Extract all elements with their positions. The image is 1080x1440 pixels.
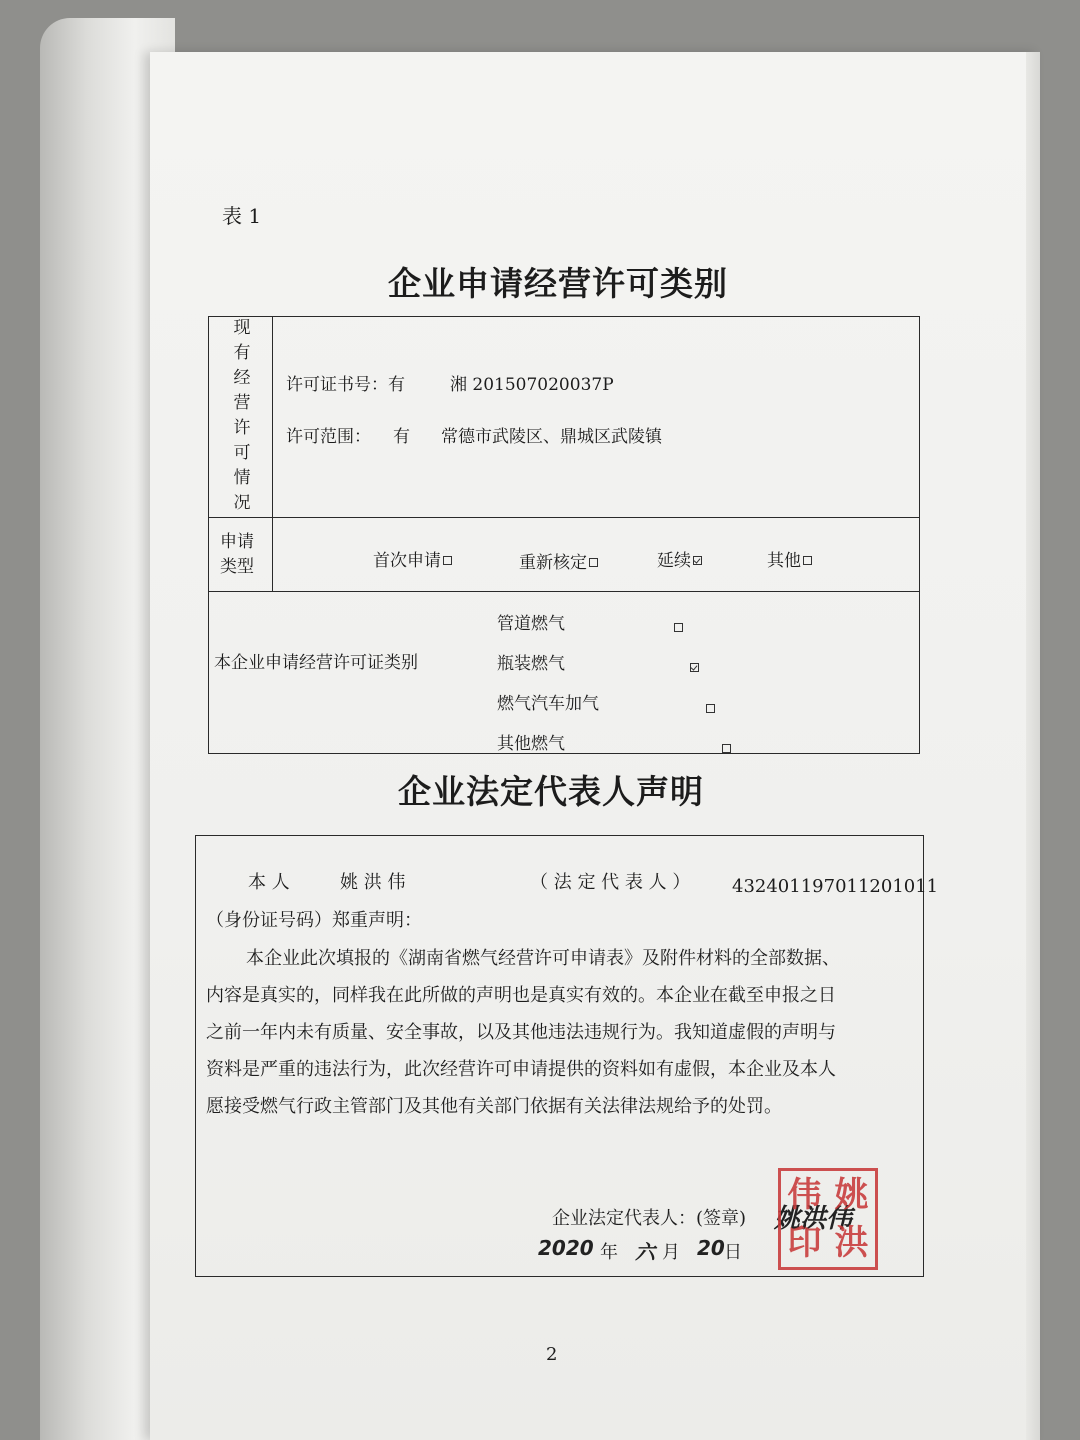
- checkbox-icon[interactable]: [722, 744, 731, 753]
- date-year-label: 年: [600, 1242, 618, 1263]
- vertical-label-char: 现: [233, 318, 251, 338]
- date-year-handwritten: 2020: [538, 1236, 594, 1260]
- category-pipeline-gas: 管道燃气: [497, 614, 565, 634]
- date-day-handwritten: 20: [697, 1236, 725, 1260]
- option-other: [767, 546, 812, 571]
- option-first-application: [373, 546, 452, 571]
- license-number-label: 许可证书号：有: [286, 375, 405, 395]
- seal-char: 伟: [787, 1175, 822, 1215]
- vertical-label-char: 营: [233, 393, 251, 413]
- table-divider: [208, 517, 919, 518]
- vertical-label-char: 况: [233, 493, 251, 513]
- decl-paragraph-line: 愿接受燃气行政主管部门及其他有关部门依据有关法律法规给予的处罚。: [206, 1096, 782, 1117]
- checkbox-icon[interactable]: [589, 558, 598, 567]
- seal-char: 印: [787, 1223, 822, 1263]
- red-seal-stamp: [778, 1168, 878, 1270]
- option-label: 其他: [767, 551, 801, 571]
- checkbox-icon[interactable]: [443, 556, 452, 565]
- page-number: 2: [546, 1344, 558, 1365]
- license-scope-value: 常德市武陵区、鼎城区武陵镇: [441, 427, 662, 447]
- date-month-handwritten: 六: [635, 1240, 655, 1264]
- date-day-label: 日: [724, 1242, 742, 1263]
- decl-id-number: 432401197011201011: [732, 876, 939, 897]
- seal-char: 洪: [834, 1223, 869, 1263]
- decl-name: 姚 洪 伟: [340, 872, 406, 893]
- application-type-label-line2: 类型: [220, 557, 254, 577]
- category-label: 本企业申请经营许可证类别: [214, 653, 418, 673]
- table-divider: [208, 591, 919, 592]
- decl-paragraph-line: 之前一年内未有质量、安全事故，以及其他违法违规行为。我知道虚假的声明与: [206, 1022, 836, 1043]
- current-license-label: [222, 316, 262, 516]
- decl-role: （ 法 定 代 表 人 ）: [530, 872, 691, 893]
- decl-id-label: （身份证号码）郑重声明：: [206, 910, 422, 931]
- vertical-label-char: 可: [233, 443, 251, 463]
- license-scope-label: 许可范围：: [286, 427, 371, 447]
- title-legal-rep-declaration: 企业法定代表人声明: [398, 772, 704, 811]
- seal-char: 姚: [834, 1175, 869, 1215]
- license-scope-has: 有: [393, 427, 410, 447]
- table-divider: [272, 316, 273, 592]
- option-label: 延续: [657, 551, 691, 571]
- vertical-label-char: 许: [233, 418, 251, 438]
- table-label: 表 1: [222, 204, 262, 228]
- checkbox-checked-icon[interactable]: [690, 663, 699, 672]
- decl-paragraph-line: 内容是真实的，同样我在此所做的声明也是真实有效的。本企业在截至申报之日: [206, 985, 836, 1006]
- checkbox-icon[interactable]: [803, 556, 812, 565]
- title-license-category: 企业申请经营许可类别: [388, 264, 728, 303]
- option-renewal: [657, 546, 702, 571]
- checkbox-icon[interactable]: [674, 623, 683, 632]
- option-label: 首次申请: [373, 551, 441, 571]
- date-month-label: 月: [662, 1242, 680, 1263]
- decl-self: 本 人: [248, 872, 290, 893]
- checkbox-checked-icon[interactable]: [693, 556, 702, 565]
- checkbox-icon[interactable]: [706, 704, 715, 713]
- decl-paragraph-line: 资料是严重的违法行为，此次经营许可申请提供的资料如有虚假，本企业及本人: [206, 1059, 836, 1080]
- decl-paragraph-line: 本企业此次填报的《湖南省燃气经营许可申请表》及附件材料的全部数据、: [246, 948, 840, 969]
- vertical-label-char: 有: [233, 343, 251, 363]
- option-re-verify: [519, 548, 598, 573]
- application-type-label: [220, 530, 254, 580]
- signature-label: 企业法定代表人：(签章): [552, 1208, 747, 1229]
- option-label: 重新核定: [519, 553, 587, 573]
- category-bottled-gas: 瓶装燃气: [497, 654, 565, 674]
- category-other-gas: 其他燃气: [497, 734, 565, 754]
- application-type-label-line1: 申请: [220, 532, 254, 552]
- category-vehicle-gas: 燃气汽车加气: [497, 694, 599, 714]
- vertical-label-char: 情: [233, 468, 251, 488]
- handwritten-signature: 姚洪伟: [774, 1204, 853, 1234]
- license-number-value: 湘 201507020037P: [450, 375, 614, 395]
- vertical-label-char: 经: [233, 368, 251, 388]
